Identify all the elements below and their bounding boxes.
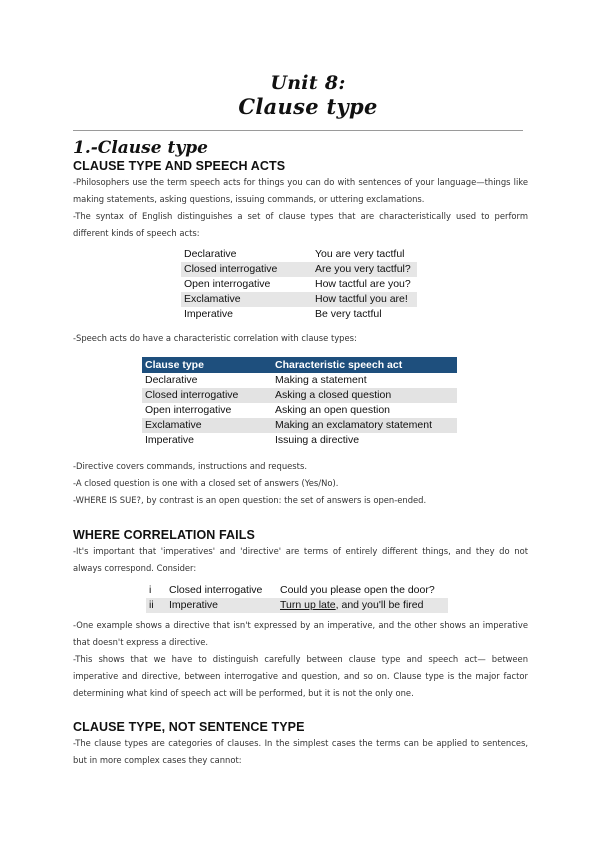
table-row (142, 388, 457, 403)
paragraph-directive: -Directive covers commands, instructions and requests. (73, 461, 307, 471)
table-header-cell: Characteristic speech act (272, 357, 457, 373)
example-text-underlined: Turn up late (280, 599, 336, 611)
consider-examples-table (146, 583, 448, 613)
table-cell: Be very tactful (315, 308, 382, 320)
paragraph-closed-question: -A closed question is one with a closed set of answers (Yes/No). (73, 478, 339, 488)
table-cell: Exclamative (142, 418, 272, 433)
table-row (146, 598, 448, 613)
table-cell: Closed interrogative (181, 262, 312, 277)
table-row (146, 583, 448, 598)
table-cell: How tactful you are! (312, 292, 417, 307)
table-row (181, 247, 417, 262)
paragraph-speech-acts: -Philosophers use the term speech acts for things you can do with sentences of your language—things like making statements, asking questions, issuing commands, or uttering exclamations. (73, 177, 528, 204)
clause-examples-table (181, 247, 417, 322)
paragraph-imperatives: -It's important that 'imperatives' and 'directive' are terms of entirely different things, and they do not always correspond. Consider: (73, 546, 528, 573)
table-cell: Asking an open question (275, 404, 391, 416)
table-cell: Asking a closed question (272, 388, 457, 403)
table-cell: Exclamative (181, 292, 312, 307)
table-cell: Imperative (184, 308, 234, 320)
table-cell: Are you very tactful? (312, 262, 417, 277)
table-cell: Issuing a directive (275, 434, 360, 446)
speech-act-table (142, 357, 457, 448)
table-cell: Closed interrogative (169, 584, 263, 596)
table-cell: Making an exclamatory statement (272, 418, 457, 433)
heading-correlation-fails: WHERE CORRELATION FAILS (73, 528, 255, 542)
table-row (181, 262, 417, 277)
table-cell: Declarative (184, 248, 237, 260)
section-title: 1.-Clause type (73, 138, 208, 158)
table-cell: Making a statement (275, 374, 367, 386)
heading-clause-type-speech-acts: CLAUSE TYPE AND SPEECH ACTS (73, 159, 286, 173)
table-cell: Declarative (145, 374, 198, 386)
unit-subtitle: Clause type (238, 94, 378, 119)
paragraph-clause-types: -The syntax of English distinguishes a set of clause types that are characteristically used to perform different kinds of speech acts: (73, 211, 528, 238)
table-header-cell: Clause type (142, 357, 272, 373)
table-cell: Closed interrogative (142, 388, 272, 403)
table-cell: You are very tactful (315, 248, 405, 260)
table-row (142, 433, 457, 448)
table-row (142, 373, 457, 388)
table-row (142, 403, 457, 418)
table-header-row (142, 357, 457, 373)
heading-clause-not-sentence: CLAUSE TYPE, NOT SENTENCE TYPE (73, 720, 305, 734)
table-cell: Imperative (166, 598, 277, 613)
table-row (181, 307, 417, 322)
table-row (142, 418, 457, 433)
table-cell: Imperative (145, 434, 195, 446)
table-cell (277, 583, 448, 598)
table-cell (277, 598, 448, 613)
paragraph-one-example: -One example shows a directive that isn't expressed by an imperative, and the other shows an imperative that doesn't express a directive. (73, 620, 528, 647)
table-row (181, 277, 417, 292)
title-divider (73, 130, 523, 131)
paragraph-categories: -The clause types are categories of clauses. In the simplest cases the terms can be applied to sentences, but in more complex cases they cannot: (73, 738, 528, 765)
paragraph-open-question: -WHERE IS SUE?, by contrast is an open question: the set of answers is open-ended. (73, 495, 427, 505)
example-number: ii (146, 598, 166, 613)
example-text: Could you please open the door? (280, 584, 435, 596)
table-row (181, 292, 417, 307)
table-cell: Open interrogative (184, 278, 271, 290)
table-cell: Open interrogative (145, 404, 232, 416)
paragraph-distinguish: -This shows that we have to distinguish carefully between clause type and speech act— between imperative and directive, between interrogative and question, and so on. Clause type is the major factor determining what kind of speech act will be performed, but it is not the only one. (73, 654, 528, 698)
unit-title: Unit 8: (270, 72, 346, 94)
paragraph-correlation: -Speech acts do have a characteristic correlation with clause types: (73, 333, 357, 343)
example-text-continued: , and you'll be fired (335, 599, 424, 611)
example-number: i (149, 584, 152, 596)
table-cell: How tactful are you? (315, 278, 411, 290)
